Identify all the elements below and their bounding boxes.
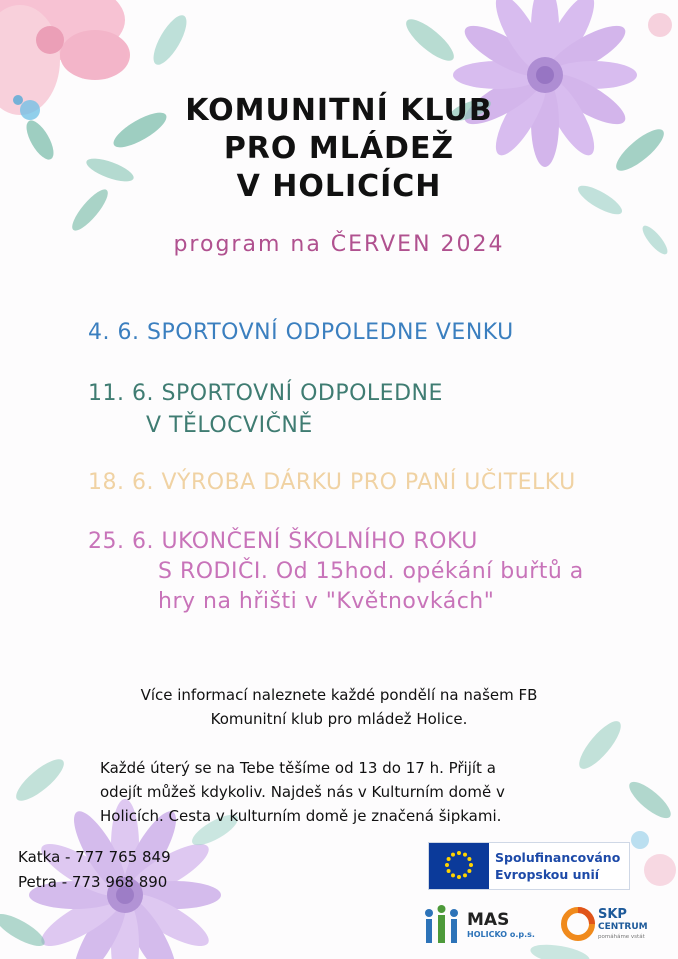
event-item-1	[88, 320, 514, 345]
mas-figures-icon	[423, 905, 465, 947]
event-item-2	[88, 378, 443, 442]
opening-hours-paragraph	[100, 756, 620, 828]
info-line: odejít můžeš kdykoliv. Najdeš nás v Kulturním domě v	[100, 783, 505, 801]
skp-logo-text: SKP	[598, 907, 627, 922]
contacts	[18, 845, 171, 895]
skp-centrum-logo	[560, 900, 660, 950]
mas-logo-subtext: HOLICKO o.p.s.	[467, 930, 535, 939]
info-line: Více informací naleznete každé pondělí na našem FB	[140, 686, 538, 704]
info-line: Komunitní klub pro mládež Holice.	[210, 710, 468, 728]
eu-logo-text: Spolufinancováno	[495, 850, 621, 865]
info-line: Holicích. Cesta v kulturním domě je značená šipkami.	[100, 807, 502, 825]
info-line: Každé úterý se na Tebe těšíme od 13 do 17 h. Přijít a	[100, 759, 496, 777]
page-title	[0, 92, 678, 206]
skp-swirl-icon	[560, 906, 596, 942]
event-text: VÝROBA DÁRKU PRO PANÍ UČITELKU	[161, 470, 576, 495]
event-text: UKONČENÍ ŠKOLNÍHO ROKU	[161, 529, 478, 554]
program-subtitle: program na ČERVEN 2024	[173, 232, 505, 257]
event-date: 4. 6.	[88, 320, 140, 345]
event-date: 11. 6.	[88, 381, 154, 406]
event-text: SPORTOVNÍ ODPOLEDNE VENKU	[146, 320, 514, 345]
info-paragraph	[0, 683, 678, 731]
event-text: S RODIČI. Od 15hod. opékání buřtů a	[158, 559, 584, 584]
title-line-3: V HOLICÍCH	[236, 169, 442, 204]
title-line-1: KOMUNITNÍ KLUB	[185, 93, 493, 128]
event-text: V TĚLOCVIČNĚ	[146, 413, 313, 438]
event-item-4	[88, 527, 584, 617]
event-text: SPORTOVNÍ ODPOLEDNE	[161, 381, 443, 406]
mas-holicko-logo	[423, 903, 543, 949]
title-line-2: PRO MLÁDEŽ	[223, 131, 455, 166]
contact-petra: Petra - 773 968 890	[18, 873, 168, 891]
event-item-3	[88, 470, 576, 495]
eu-logo-text: Evropskou unií	[495, 867, 600, 882]
skp-logo-tagline: pomáháme vstát	[598, 934, 645, 940]
event-text: hry na hřišti v "Květnovkách"	[158, 589, 495, 614]
eu-cofinanced-logo	[428, 842, 630, 890]
contact-katka: Katka - 777 765 849	[18, 848, 171, 866]
event-date: 25. 6.	[88, 529, 154, 554]
mas-logo-text: MAS	[467, 910, 510, 930]
skp-logo-text: CENTRUM	[598, 922, 648, 932]
event-date: 18. 6.	[88, 470, 154, 495]
eu-flag-icon	[429, 843, 489, 889]
